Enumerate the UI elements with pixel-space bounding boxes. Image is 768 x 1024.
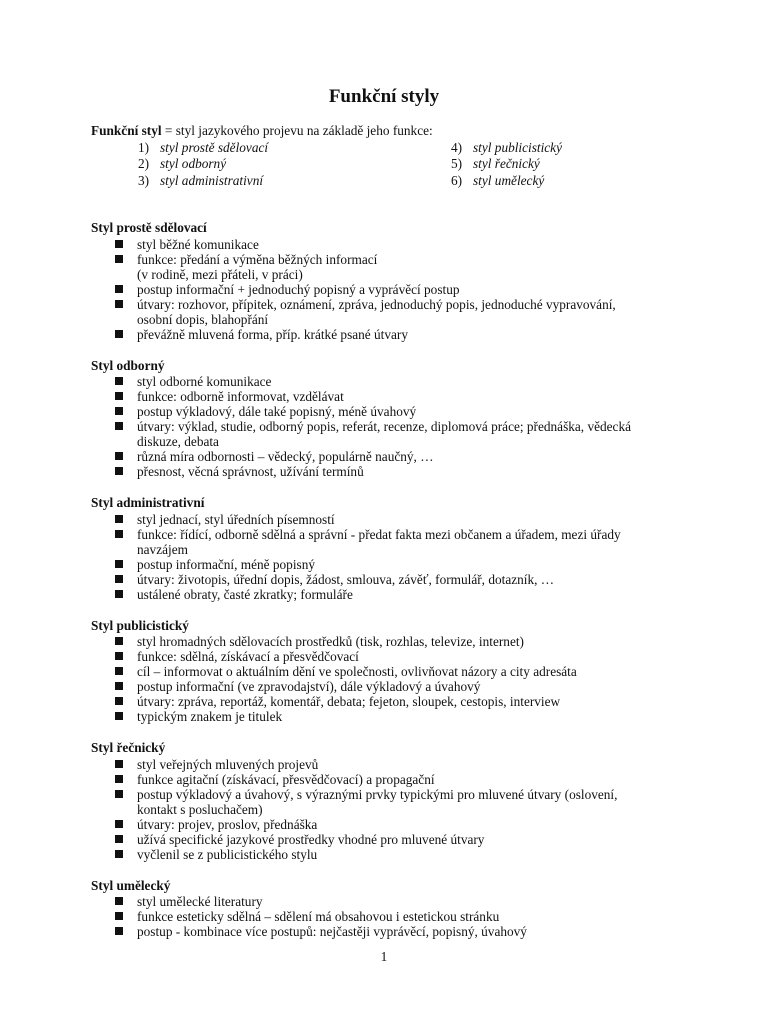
intro-block — [91, 123, 731, 189]
list-item-text: styl běžné komunikace — [137, 236, 259, 252]
square-bullet-icon — [115, 790, 123, 798]
square-bullet-icon — [115, 575, 123, 583]
list-item-text: postup informační (ve zpravodajství), dále výkladový a úvahový — [137, 679, 481, 694]
list-item — [91, 419, 691, 449]
list-item-text: útvary: rozhovor, přípitek, oznámení, zpráva, jednoduchý popis, jednoduché vypravování, osobní dopis, blahopřání — [137, 296, 616, 327]
list-item-text: funkce: předání a výměna běžných informací (v rodině, mezi přáteli, v práci) — [137, 251, 378, 282]
style-enum-item — [138, 156, 451, 173]
bullet-list — [91, 757, 691, 862]
list-item — [91, 772, 691, 787]
style-section — [91, 740, 691, 862]
square-bullet-icon — [115, 927, 123, 935]
list-item — [91, 924, 691, 939]
style-enum-name: styl publicistický — [473, 139, 562, 155]
square-bullet-icon — [115, 407, 123, 415]
list-item — [91, 527, 691, 557]
square-bullet-icon — [115, 422, 123, 430]
style-enum-number: 6) — [451, 172, 463, 188]
list-item-text: cíl – informovat o aktuálním dění ve společnosti, ovlivňovat názory a city adresáta — [137, 664, 577, 679]
section-heading: Styl umělecký — [91, 877, 171, 893]
style-enum-number: 4) — [451, 139, 463, 155]
style-section — [91, 878, 691, 940]
square-bullet-icon — [115, 912, 123, 920]
style-enum-name: styl odborný — [160, 156, 227, 171]
square-bullet-icon — [115, 392, 123, 400]
square-bullet-icon — [115, 637, 123, 645]
list-item-text: užívá specifické jazykové prostředky vhodné pro mluvené útvary — [137, 831, 485, 847]
square-bullet-icon — [115, 760, 123, 768]
list-item-text: styl veřejných mluvených projevů — [137, 756, 319, 772]
style-section — [91, 618, 691, 725]
bullet-list — [91, 237, 691, 342]
list-item-text: postup - kombinace více postupů: nejčastěji vyprávěcí, popisný, úvahový — [137, 924, 527, 939]
bullet-list — [91, 634, 691, 724]
list-item — [91, 557, 691, 572]
style-enum-name: styl umělecký — [473, 172, 545, 188]
style-enum-item — [138, 140, 451, 157]
list-item — [91, 297, 691, 327]
styles-enumeration — [138, 140, 731, 190]
list-item-text: postup informační + jednoduchý popisný a vyprávěcí postup — [137, 281, 460, 297]
style-enum-number: 1) — [138, 139, 150, 155]
list-item-text: postup výkladový, dále také popisný, méně úvahový — [137, 404, 417, 419]
style-enum-item — [138, 173, 451, 190]
list-item-text: funkce agitační (získávací, přesvědčovací) a propagační — [137, 771, 435, 787]
list-item — [91, 847, 691, 862]
page-number: 1 — [380, 949, 388, 964]
square-bullet-icon — [115, 452, 123, 460]
section-heading: Styl administrativní — [91, 495, 205, 510]
list-item — [91, 327, 691, 342]
list-item — [91, 587, 691, 602]
list-item — [91, 649, 691, 664]
list-item — [91, 252, 691, 282]
square-bullet-icon — [115, 377, 123, 385]
list-item — [91, 757, 691, 772]
list-item-text: útvary: životopis, úřední dopis, žádost, smlouva, závěť, formulář, dotazník, … — [137, 571, 555, 587]
list-item — [91, 694, 691, 709]
style-enum-item — [451, 173, 651, 190]
list-item-text: útvary: projev, proslov, přednáška — [137, 816, 318, 832]
square-bullet-icon — [115, 285, 123, 293]
square-bullet-icon — [115, 682, 123, 690]
style-section — [91, 495, 691, 602]
list-item-text: funkce: odborně informovat, vzdělávat — [137, 389, 344, 404]
square-bullet-icon — [115, 850, 123, 858]
list-item — [91, 572, 691, 587]
intro-lead-term: Funkční styl — [91, 123, 162, 138]
list-item-text: útvary: výklad, studie, odborný popis, referát, recenze, diplomová práce; přednáška, vědecká diskuze, debata — [137, 419, 632, 449]
bullet-list — [91, 894, 691, 939]
square-bullet-icon — [115, 897, 123, 905]
list-item-text: vyčlenil se z publicistického stylu — [137, 846, 318, 862]
list-item — [91, 449, 691, 464]
square-bullet-icon — [115, 697, 123, 705]
page-title: Funkční styly — [328, 86, 440, 107]
list-item-text: styl umělecké literatury — [137, 894, 263, 909]
section-heading: Styl prostě sdělovací — [91, 220, 207, 235]
section-heading: Styl odborný — [91, 357, 165, 373]
list-item-text: útvary: zpráva, reportáž, komentář, debata; fejeton, sloupek, cestopis, interview — [137, 694, 561, 709]
list-item — [91, 634, 691, 649]
list-item-text: různá míra odbornosti – vědecký, populárně naučný, … — [137, 449, 434, 464]
style-enum-item — [451, 140, 651, 157]
square-bullet-icon — [115, 300, 123, 308]
intro-lead-definition: = styl jazykového projevu na základě jeho funkce: — [161, 123, 433, 138]
list-item — [91, 817, 691, 832]
style-sections — [91, 220, 691, 955]
list-item-text: typickým znakem je titulek — [137, 709, 283, 724]
list-item — [91, 389, 691, 404]
list-item-text: postup informační, méně popisný — [137, 556, 316, 572]
bullet-list — [91, 374, 691, 479]
list-item — [91, 709, 691, 724]
square-bullet-icon — [115, 667, 123, 675]
style-enum-name: styl prostě sdělovací — [160, 139, 269, 155]
list-item-text: přesnost, věcná správnost, užívání termínů — [137, 464, 364, 479]
list-item — [91, 404, 691, 419]
style-section — [91, 358, 691, 480]
list-item — [91, 787, 691, 817]
square-bullet-icon — [115, 560, 123, 568]
square-bullet-icon — [115, 330, 123, 338]
list-item-text: funkce: sdělná, získávací a přesvědčovací — [137, 649, 359, 664]
square-bullet-icon — [115, 590, 123, 598]
square-bullet-icon — [115, 467, 123, 475]
list-item — [91, 679, 691, 694]
style-enum-name: styl řečnický — [473, 156, 540, 171]
square-bullet-icon — [115, 712, 123, 720]
style-enum-name: styl administrativní — [160, 172, 264, 188]
list-item — [91, 894, 691, 909]
list-item — [91, 237, 691, 252]
list-item — [91, 832, 691, 847]
square-bullet-icon — [115, 835, 123, 843]
list-item — [91, 374, 691, 389]
list-item-text: styl odborné komunikace — [137, 374, 272, 389]
section-heading: Styl publicistický — [91, 617, 189, 633]
square-bullet-icon — [115, 240, 123, 248]
bullet-list — [91, 512, 691, 602]
list-item — [91, 282, 691, 297]
list-item-text: převážně mluvená forma, příp. krátké psané útvary — [137, 326, 408, 342]
list-item — [91, 464, 691, 479]
list-item-text: funkce esteticky sdělná – sdělení má obsahovou i estetickou stránku — [137, 909, 500, 924]
section-heading: Styl řečnický — [91, 740, 166, 755]
list-item-text: ustálené obraty, časté zkratky; formuláře — [137, 586, 353, 602]
square-bullet-icon — [115, 255, 123, 263]
style-enum-number: 3) — [138, 172, 150, 188]
square-bullet-icon — [115, 652, 123, 660]
list-item-text: styl hromadných sdělovacích prostředků (tisk, rozhlas, televize, internet) — [137, 634, 524, 649]
square-bullet-icon — [115, 775, 123, 783]
list-item — [91, 909, 691, 924]
style-section — [91, 220, 691, 342]
style-enum-number: 5) — [451, 156, 463, 171]
style-enum-item — [451, 156, 651, 173]
list-item — [91, 664, 691, 679]
square-bullet-icon — [115, 530, 123, 538]
style-enum-number: 2) — [138, 156, 150, 171]
list-item-text: styl jednací, styl úředních písemností — [137, 511, 335, 527]
list-item — [91, 512, 691, 527]
square-bullet-icon — [115, 820, 123, 828]
square-bullet-icon — [115, 515, 123, 523]
intro-lead — [91, 123, 731, 140]
list-item-text: funkce: řídící, odborně sdělná a správní - předat fakta mezi občanem a úřadem, mezi úřady navzájem — [137, 526, 621, 557]
list-item-text: postup výkladový a úvahový, s výraznými prvky typickými pro mluvené útvary (oslovení, kontakt s posluchačem) — [137, 786, 618, 817]
